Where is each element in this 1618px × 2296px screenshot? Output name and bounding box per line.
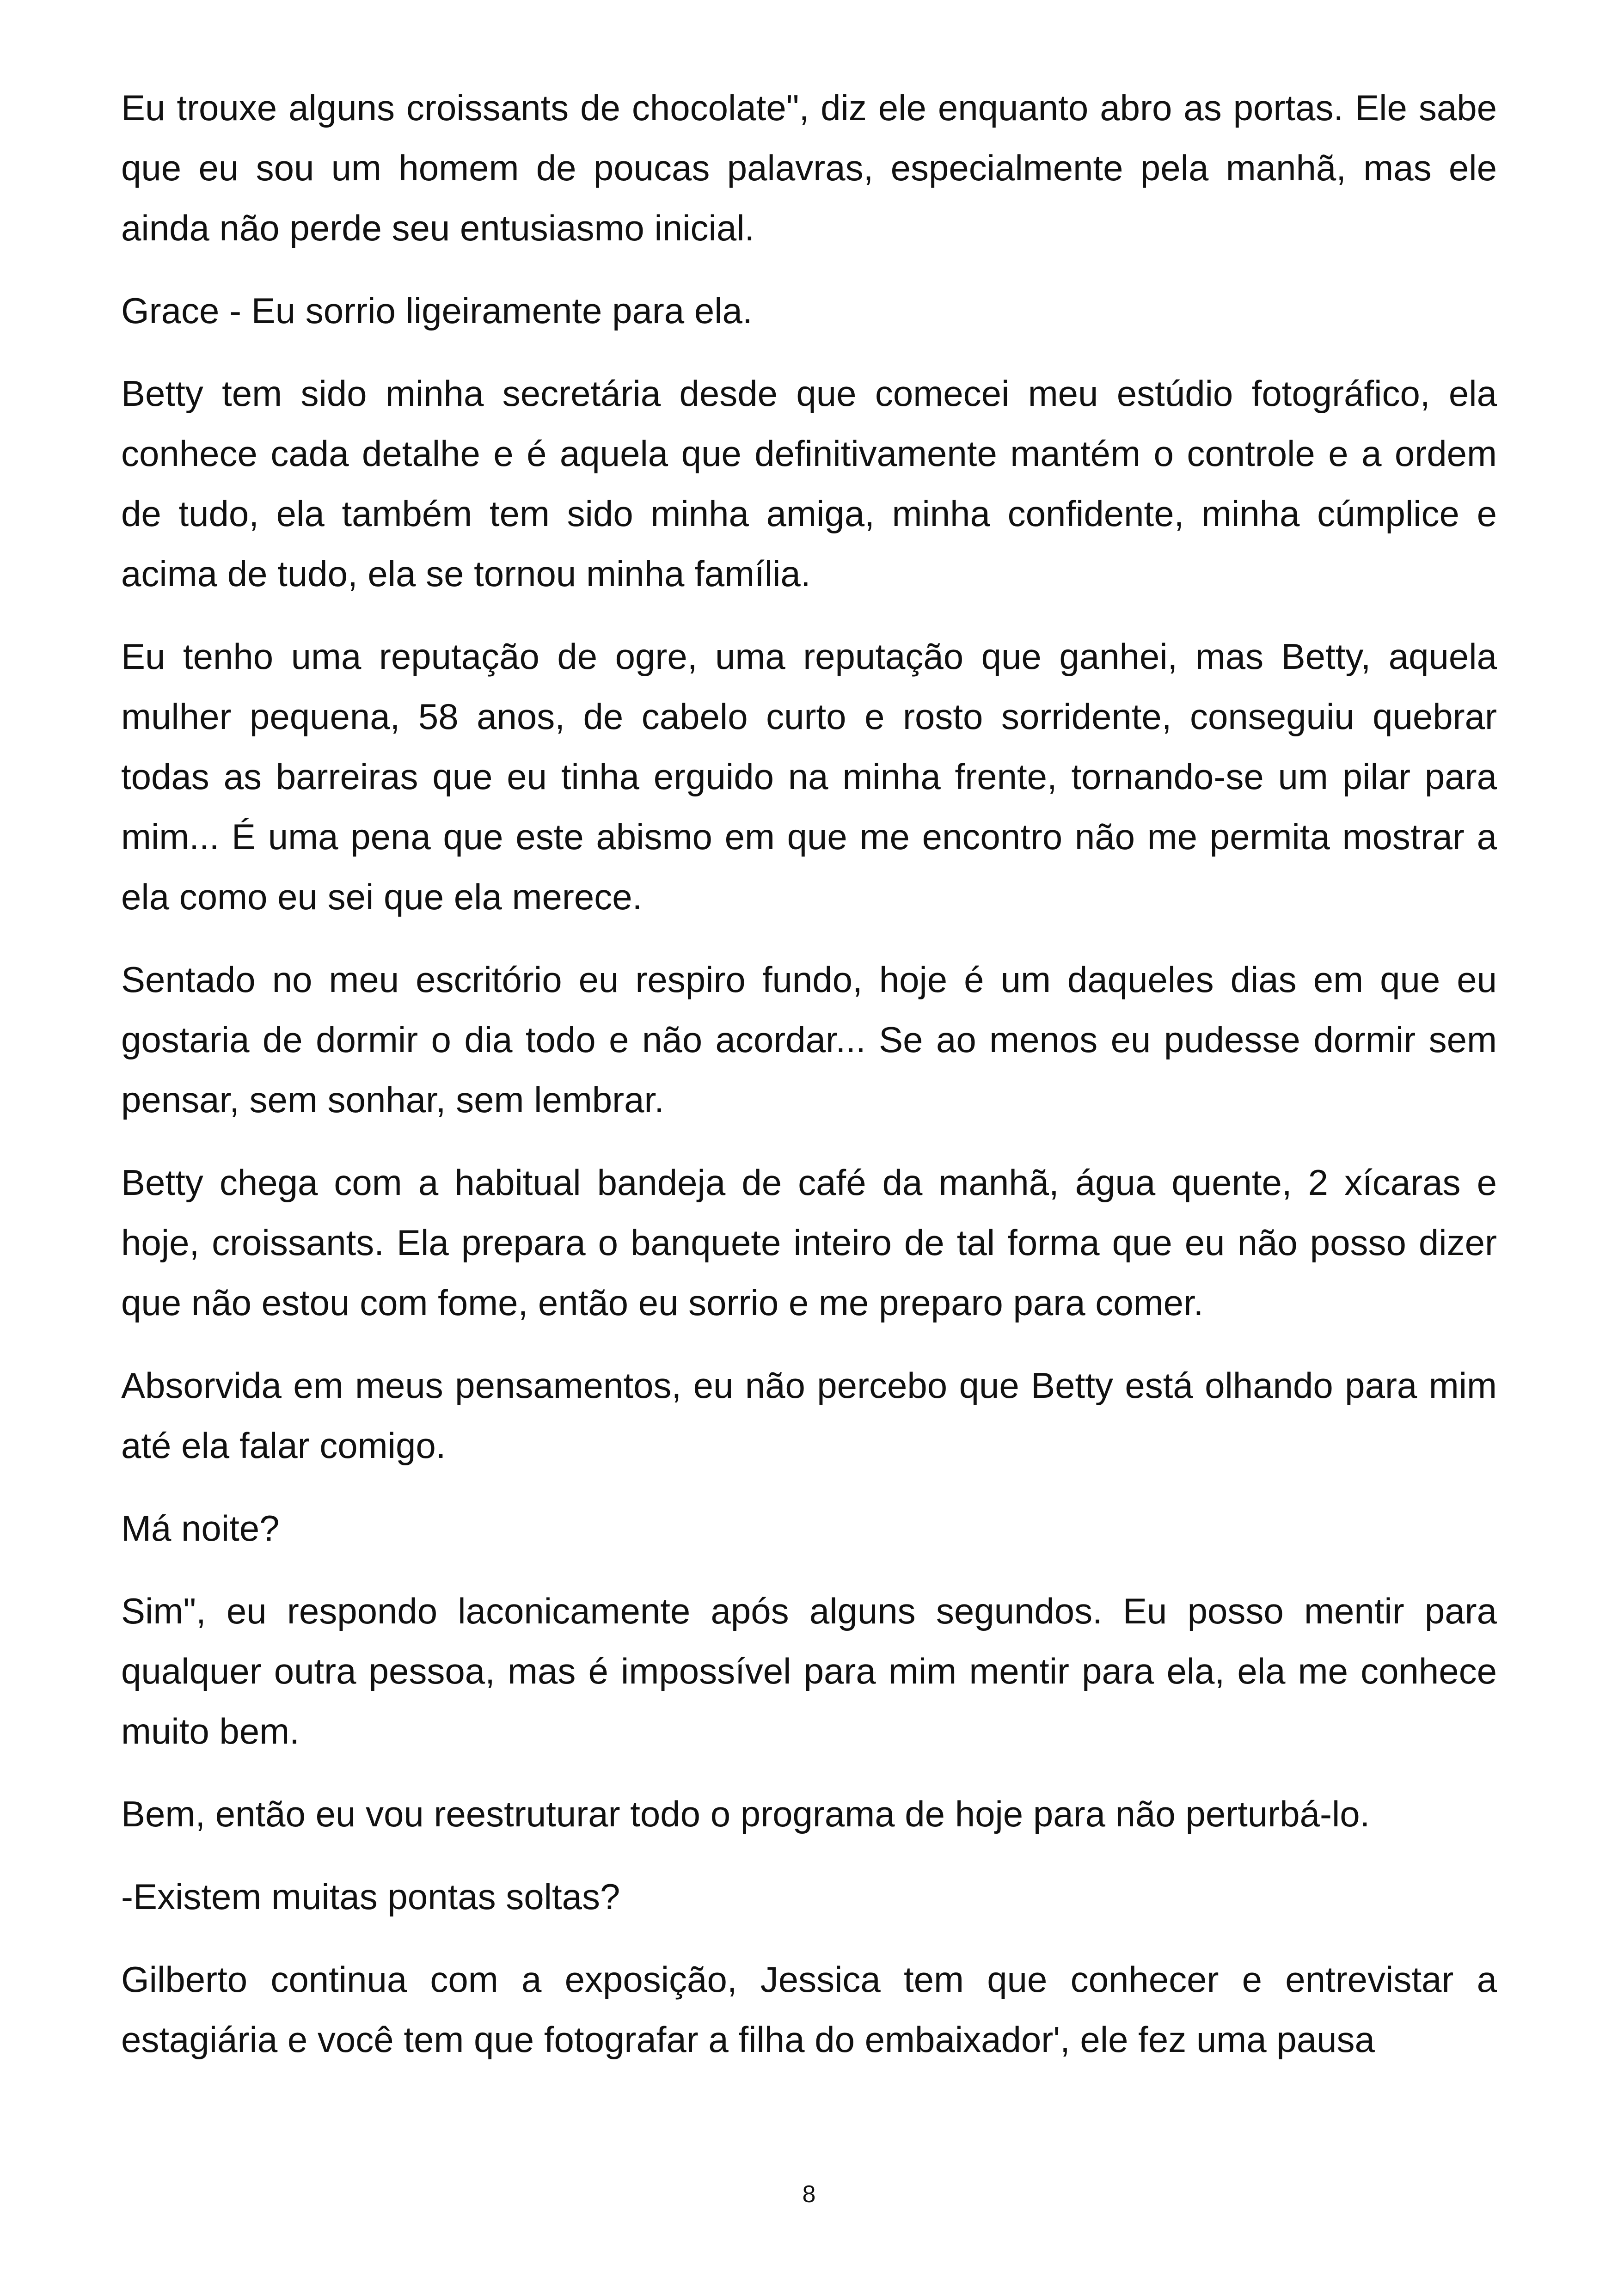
paragraph: Betty chega com a habitual bandeja de café da manhã, água quente, 2 xícaras e hoje, croissants. Ela prepara o banquete inteiro de tal forma que eu não posso dizer que não estou com fome, então eu sorrio e me preparo para comer. — [121, 1162, 1497, 1323]
paragraph: Gilberto continua com a exposição, Jessica tem que conhecer e entrevistar a estagiária e você tem que fotografar a filha do embaixador', ele fez uma pausa — [121, 1959, 1497, 2060]
body-text — [121, 78, 1497, 2092]
paragraph: Betty tem sido minha secretária desde que comecei meu estúdio fotográfico, ela conhece cada detalhe e é aquela que definitivamente mantém o controle e a ordem de tudo, ela também tem sido minha amiga, minha confidente, minha cúmplice e acima de tudo, ela se tornou minha família. — [121, 373, 1497, 594]
paragraph: Má noite? — [121, 1508, 280, 1549]
paragraph: Sentado no meu escritório eu respiro fundo, hoje é um daqueles dias em que eu gostaria de dormir o dia todo e não acordar... Se ao menos eu pudesse dormir sem pensar, sem sonhar, sem lembrar. — [121, 959, 1497, 1120]
paragraph: Grace - Eu sorrio ligeiramente para ela. — [121, 290, 753, 331]
paragraph: -Existem muitas pontas soltas? — [121, 1876, 620, 1917]
paragraph: Eu trouxe alguns croissants de chocolate", diz ele enquanto abro as portas. Ele sabe que eu sou um homem de poucas palavras, especialmente pela manhã, mas ele ainda não perde seu entusiasmo inicial. — [121, 87, 1497, 248]
paragraph: Absorvida em meus pensamentos, eu não percebo que Betty está olhando para mim até ela falar comigo. — [121, 1365, 1497, 1466]
paragraph: Eu tenho uma reputação de ogre, uma reputação que ganhei, mas Betty, aquela mulher pequena, 58 anos, de cabelo curto e rosto sorridente, conseguiu quebrar todas as barreiras que eu tinha erguido na minha frente, tornando-se um pilar para mim... É uma pena que este abismo em que me encontro não me permita mostrar a ela como eu sei que ela merece. — [121, 636, 1497, 917]
page-number: 8 — [802, 2181, 816, 2208]
paragraph: Sim", eu respondo laconicamente após alguns segundos. Eu posso mentir para qualquer outra pessoa, mas é impossível para mim mentir para ela, ela me conhece muito bem. — [121, 1591, 1497, 1751]
paragraph: Bem, então eu vou reestruturar todo o programa de hoje para não perturbá-lo. — [121, 1794, 1370, 1834]
